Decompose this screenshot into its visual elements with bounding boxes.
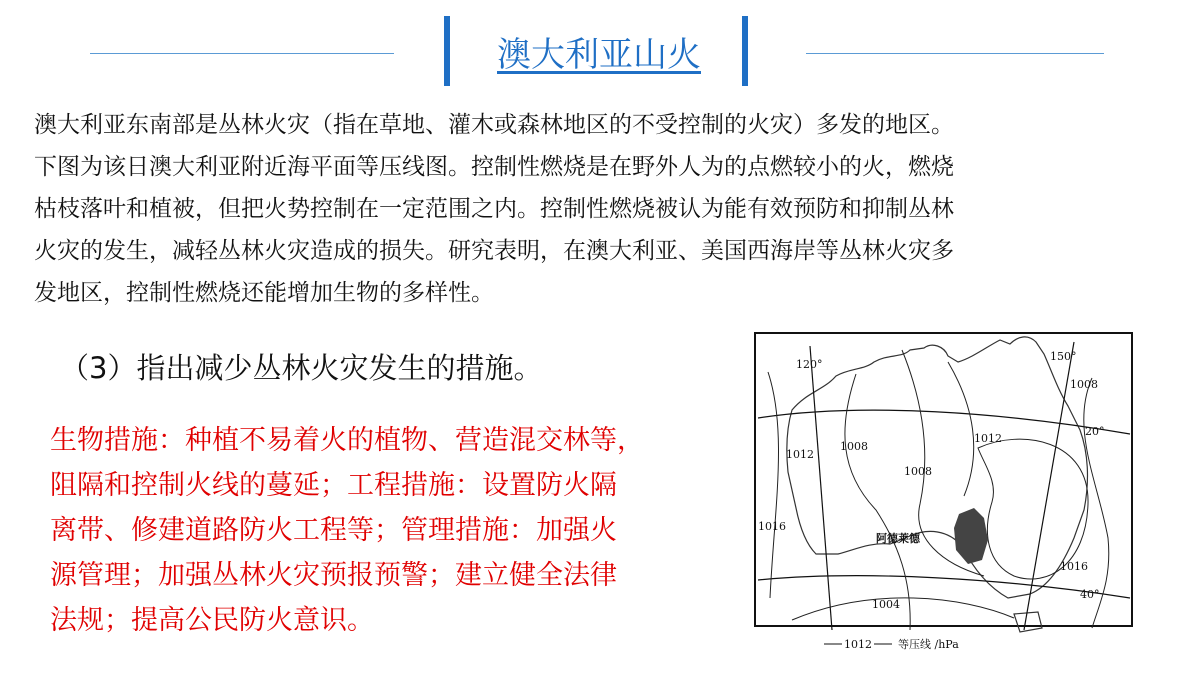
answer-line: 阻隔和控制火线的蔓延；工程措施：设置防火隔 — [50, 470, 617, 501]
isobar-label: 1008 — [904, 465, 932, 478]
answer-line: 生物措施：种植不易着火的植物、营造混交林等， — [50, 425, 644, 456]
isobar-label: 1008 — [1070, 378, 1098, 391]
title-bar-left — [444, 16, 450, 86]
map-frame — [755, 333, 1132, 626]
lat-label: 20° — [1085, 425, 1105, 438]
legend-value: 1012 — [844, 638, 872, 651]
header-rule-right — [806, 53, 1104, 54]
isobar-label: 1016 — [758, 520, 786, 533]
isobar-label: 1004 — [872, 598, 900, 611]
intro-line: 发地区，控制性燃烧还能增加生物的多样性。 — [34, 280, 494, 306]
lon-label: 150° — [1050, 350, 1077, 363]
answer-line: 离带、修建道路防火工程等；管理措施：加强火 — [50, 515, 617, 546]
answer-paragraph — [50, 418, 710, 643]
intro-line: 火灾的发生，减轻丛林火灾造成的损失。研究表明，在澳大利亚、美国西海岸等丛林火灾多 — [34, 238, 954, 264]
isobar-label: 1012 — [786, 448, 814, 461]
legend-text: 等压线 /hPa — [898, 638, 959, 651]
lat-label: 40° — [1080, 588, 1100, 601]
page-title: 澳大利亚山火 — [497, 35, 701, 75]
header-rule-left — [90, 53, 394, 54]
answer-line: 法规；提高公民防火意识。 — [50, 605, 374, 636]
place-label: 阿德莱德 — [876, 532, 920, 545]
answer-line: 源管理；加强丛林火灾预报预警；建立健全法律 — [50, 560, 617, 591]
isobar-label: 1012 — [974, 432, 1002, 445]
isobar-map — [752, 332, 1138, 656]
lon-label: 120° — [796, 358, 823, 371]
intro-line: 枯枝落叶和植被，但把火势控制在一定范围之内。控制性燃烧被认为能有效预防和抑制丛林 — [34, 196, 954, 222]
question-text: （3）指出减少丛林火灾发生的措施。 — [60, 351, 543, 385]
intro-line: 下图为该日澳大利亚附近海平面等压线图。控制性燃烧是在野外人为的点燃较小的火，燃烧 — [34, 154, 954, 180]
intro-paragraph — [34, 104, 1159, 314]
isobar-label: 1008 — [840, 440, 868, 453]
isobar-label: 1016 — [1060, 560, 1088, 573]
isobar-map-svg — [752, 332, 1138, 656]
intro-line: 澳大利亚东南部是丛林火灾（指在草地、灌木或森林地区的不受控制的火灾）多发的地区。 — [34, 112, 954, 138]
title-bar-right — [742, 16, 748, 86]
